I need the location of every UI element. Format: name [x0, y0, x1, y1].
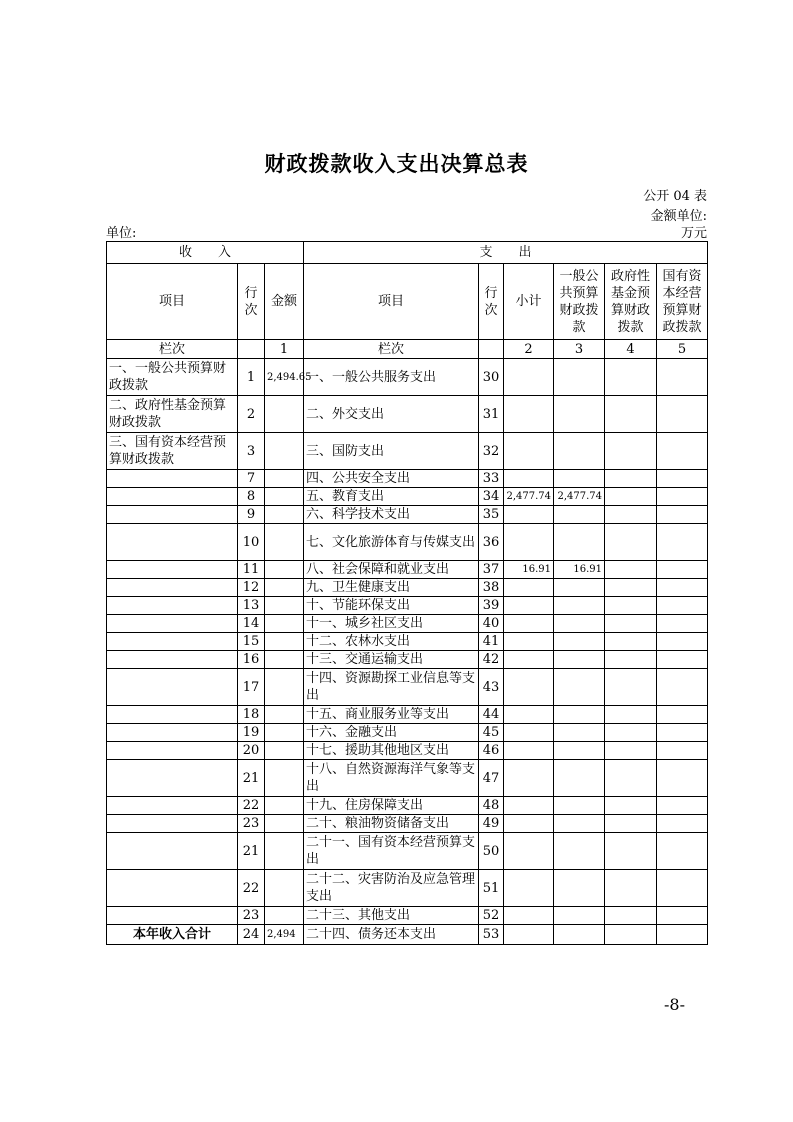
state-capital-value	[657, 561, 708, 579]
general-budget-value	[554, 706, 605, 724]
expense-item: 十六、金融支出	[304, 724, 479, 742]
expense-item: 十三、交通运输支出	[304, 651, 479, 669]
general-budget-value	[554, 797, 605, 815]
state-capital-value	[657, 907, 708, 925]
gov-fund-value	[605, 488, 657, 506]
expense-item: 十八、自然资源海洋气象等支出	[304, 760, 479, 797]
table-row	[107, 470, 708, 488]
page-number: -8-	[664, 995, 685, 1014]
gov-fund-value	[605, 615, 657, 633]
subtotal-value	[504, 833, 554, 870]
general-budget-value	[554, 615, 605, 633]
general-budget-value	[554, 833, 605, 870]
income-amount-header: 金额	[265, 264, 304, 340]
gov-fund-value	[605, 359, 657, 396]
income-item	[107, 470, 238, 488]
general-budget-value	[554, 651, 605, 669]
expense-line: 42	[479, 651, 504, 669]
unit-name-label: 单位:	[106, 226, 137, 241]
income-item	[107, 579, 238, 597]
gov-fund-value	[605, 815, 657, 833]
income-line: 21	[238, 760, 265, 797]
expense-line: 52	[479, 907, 504, 925]
general-budget-value: 16.91	[554, 561, 605, 579]
subtotal-value	[504, 907, 554, 925]
table-row	[107, 907, 708, 925]
general-budget-value	[554, 433, 605, 470]
state-capital-value	[657, 524, 708, 561]
expense-item: 三、国防支出	[304, 433, 479, 470]
table-row	[107, 615, 708, 633]
expense-line: 40	[479, 615, 504, 633]
gov-fund-value	[605, 396, 657, 433]
page-title: 财政拨款收入支出决算总表	[264, 151, 529, 176]
expense-item-header: 项目	[304, 264, 479, 340]
general-budget-value	[554, 870, 605, 907]
state-capital-value	[657, 470, 708, 488]
expense-line: 30	[479, 359, 504, 396]
income-amount	[265, 615, 304, 633]
income-line: 1	[238, 359, 265, 396]
subtotal-value: 16.91	[504, 561, 554, 579]
general-budget-value	[554, 506, 605, 524]
total-expense-item: 二十四、债务还本支出	[304, 925, 479, 945]
state-capital-value	[657, 633, 708, 651]
table-row	[107, 815, 708, 833]
table-row	[107, 359, 708, 396]
state-capital-value	[657, 760, 708, 797]
income-item	[107, 651, 238, 669]
subtotal-value	[504, 597, 554, 615]
total-amount: 2,494	[265, 925, 304, 945]
subtotal-value	[504, 633, 554, 651]
income-amount	[265, 524, 304, 561]
expense-item: 十、节能环保支出	[304, 597, 479, 615]
income-line: 18	[238, 706, 265, 724]
total-line: 24	[238, 925, 265, 945]
income-line: 23	[238, 907, 265, 925]
expense-line: 47	[479, 760, 504, 797]
table-row	[107, 724, 708, 742]
gov-fund-value	[605, 742, 657, 760]
income-item	[107, 669, 238, 706]
expense-section-header: 支 出	[304, 242, 708, 264]
income-line: 2	[238, 396, 265, 433]
subtotal-value	[504, 742, 554, 760]
subtotal-value	[504, 760, 554, 797]
table-row	[107, 433, 708, 470]
state-capital-value	[657, 359, 708, 396]
expense-line: 34	[479, 488, 504, 506]
gov-fund-value	[605, 870, 657, 907]
income-amount	[265, 396, 304, 433]
table-row	[107, 742, 708, 760]
table-row	[107, 760, 708, 797]
expense-item: 十七、援助其他地区支出	[304, 742, 479, 760]
gov-fund-value	[605, 597, 657, 615]
table-row	[107, 561, 708, 579]
column-label: 栏次	[304, 340, 479, 359]
expense-line: 49	[479, 815, 504, 833]
expense-item: 四、公共安全支出	[304, 470, 479, 488]
income-amount	[265, 833, 304, 870]
income-line: 14	[238, 615, 265, 633]
income-item	[107, 760, 238, 797]
expense-line: 44	[479, 706, 504, 724]
general-budget-value	[554, 579, 605, 597]
subtotal-value	[504, 433, 554, 470]
general-budget-value	[554, 633, 605, 651]
income-item	[107, 815, 238, 833]
income-item	[107, 870, 238, 907]
table-row	[107, 597, 708, 615]
expense-item: 十九、住房保障支出	[304, 797, 479, 815]
table-row	[107, 797, 708, 815]
income-item	[107, 833, 238, 870]
expense-line: 38	[479, 579, 504, 597]
subtotal-value	[504, 470, 554, 488]
income-item	[107, 506, 238, 524]
expense-line: 41	[479, 633, 504, 651]
gov-fund-value	[605, 833, 657, 870]
income-amount	[265, 579, 304, 597]
gov-fund-value	[605, 524, 657, 561]
column-5: 5	[657, 340, 708, 359]
gov-fund-header: 政府性基金预算财政拨款	[605, 264, 657, 340]
income-amount	[265, 724, 304, 742]
income-amount	[265, 433, 304, 470]
subtotal-value	[504, 870, 554, 907]
gov-fund-value	[605, 907, 657, 925]
expense-line: 33	[479, 470, 504, 488]
gov-fund-value	[605, 651, 657, 669]
expense-line: 37	[479, 561, 504, 579]
expense-item: 二十二、灾害防治及应急管理支出	[304, 870, 479, 907]
expense-item: 五、教育支出	[304, 488, 479, 506]
income-amount	[265, 742, 304, 760]
expense-item: 十四、资源勘探工业信息等支出	[304, 669, 479, 706]
gov-fund-value	[605, 579, 657, 597]
state-capital-value	[657, 651, 708, 669]
expense-line-header: 行次	[479, 264, 504, 340]
expense-item: 二十三、其他支出	[304, 907, 479, 925]
state-capital-value	[657, 615, 708, 633]
column-3: 3	[554, 340, 605, 359]
income-item	[107, 797, 238, 815]
subtotal-value	[504, 359, 554, 396]
income-amount	[265, 488, 304, 506]
general-budget-value	[554, 359, 605, 396]
general-budget-value	[554, 724, 605, 742]
general-budget-value	[554, 669, 605, 706]
state-capital-header: 国有资本经营预算财政拨款	[657, 264, 708, 340]
income-amount	[265, 633, 304, 651]
gov-fund-value	[605, 760, 657, 797]
income-line: 13	[238, 597, 265, 615]
gov-fund-value	[605, 797, 657, 815]
gov-fund-value	[605, 633, 657, 651]
subtotal-value	[504, 706, 554, 724]
subtotal-value	[504, 815, 554, 833]
state-capital-value	[657, 433, 708, 470]
expense-item: 九、卫生健康支出	[304, 579, 479, 597]
general-budget-value	[554, 907, 605, 925]
gov-fund-value	[605, 506, 657, 524]
expense-line: 35	[479, 506, 504, 524]
income-line: 12	[238, 579, 265, 597]
expense-line: 31	[479, 396, 504, 433]
currency-unit: 万元	[680, 226, 707, 241]
gov-fund-value	[605, 724, 657, 742]
state-capital-value	[657, 579, 708, 597]
fiscal-appropriation-table	[106, 241, 708, 945]
subtotal-value	[504, 724, 554, 742]
amount-unit-label: 金额单位:	[650, 209, 707, 224]
income-item	[107, 907, 238, 925]
expense-item: 七、文化旅游体育与传媒支出	[304, 524, 479, 561]
table-row	[107, 506, 708, 524]
income-line: 3	[238, 433, 265, 470]
income-amount	[265, 797, 304, 815]
general-budget-value	[554, 470, 605, 488]
column-label: 栏次	[107, 340, 238, 359]
column-1: 1	[265, 340, 304, 359]
general-budget-header: 一般公共预算财政拨款	[554, 264, 605, 340]
table-row	[107, 833, 708, 870]
income-line: 20	[238, 742, 265, 760]
form-number: 公开 04 表	[643, 189, 707, 204]
expense-item: 十二、农林水支出	[304, 633, 479, 651]
income-line: 8	[238, 488, 265, 506]
gov-fund-value	[605, 433, 657, 470]
gov-fund-value	[605, 470, 657, 488]
income-item	[107, 597, 238, 615]
state-capital-value	[657, 506, 708, 524]
subtotal-header: 小计	[504, 264, 554, 340]
income-item	[107, 724, 238, 742]
table-row	[107, 669, 708, 706]
income-item	[107, 488, 238, 506]
income-line: 9	[238, 506, 265, 524]
subtotal-value	[504, 797, 554, 815]
income-line: 22	[238, 870, 265, 907]
income-amount	[265, 907, 304, 925]
state-capital-value	[657, 724, 708, 742]
income-amount	[265, 561, 304, 579]
general-budget-value: 2,477.74	[554, 488, 605, 506]
income-line: 16	[238, 651, 265, 669]
general-budget-value	[554, 815, 605, 833]
income-line: 15	[238, 633, 265, 651]
expense-item: 二十、粮油物资储备支出	[304, 815, 479, 833]
gov-fund-value	[605, 561, 657, 579]
subtotal-value	[504, 524, 554, 561]
column-4: 4	[605, 340, 657, 359]
income-line: 10	[238, 524, 265, 561]
gov-fund-value	[605, 706, 657, 724]
table-row	[107, 651, 708, 669]
general-budget-value	[554, 396, 605, 433]
state-capital-value	[657, 815, 708, 833]
expense-line: 32	[479, 433, 504, 470]
expense-line: 43	[479, 669, 504, 706]
state-capital-value	[657, 597, 708, 615]
subtotal-value	[504, 396, 554, 433]
expense-item: 十五、商业服务业等支出	[304, 706, 479, 724]
expense-item: 八、社会保障和就业支出	[304, 561, 479, 579]
income-amount	[265, 815, 304, 833]
subtotal-value	[504, 669, 554, 706]
expense-item: 二、外交支出	[304, 396, 479, 433]
income-line: 11	[238, 561, 265, 579]
subtotal-value	[504, 615, 554, 633]
table-row	[107, 870, 708, 907]
income-item	[107, 633, 238, 651]
subtotal-value	[504, 579, 554, 597]
income-amount	[265, 870, 304, 907]
income-amount	[265, 470, 304, 488]
income-amount	[265, 669, 304, 706]
table-row	[107, 396, 708, 433]
subtotal-value	[504, 651, 554, 669]
column-2: 2	[504, 340, 554, 359]
total-expense-line: 53	[479, 925, 504, 945]
general-budget-value	[554, 597, 605, 615]
income-item	[107, 615, 238, 633]
expense-line: 46	[479, 742, 504, 760]
table-row	[107, 488, 708, 506]
income-amount	[265, 760, 304, 797]
state-capital-value	[657, 870, 708, 907]
income-amount	[265, 651, 304, 669]
expense-item: 六、科学技术支出	[304, 506, 479, 524]
income-item	[107, 524, 238, 561]
state-capital-value	[657, 488, 708, 506]
state-capital-value	[657, 833, 708, 870]
table-row	[107, 579, 708, 597]
state-capital-value	[657, 669, 708, 706]
state-capital-value	[657, 396, 708, 433]
total-row	[107, 925, 708, 945]
income-amount	[265, 506, 304, 524]
state-capital-value	[657, 742, 708, 760]
income-section-header: 收 入	[107, 242, 304, 264]
total-label: 本年收入合计	[107, 925, 238, 945]
table-row	[107, 706, 708, 724]
income-line: 22	[238, 797, 265, 815]
table-row	[107, 524, 708, 561]
general-budget-value	[554, 524, 605, 561]
income-item: 一、一般公共预算财政拨款	[107, 359, 238, 396]
expense-line: 48	[479, 797, 504, 815]
income-line: 23	[238, 815, 265, 833]
expense-line: 39	[479, 597, 504, 615]
income-item	[107, 742, 238, 760]
expense-item: 十一、城乡社区支出	[304, 615, 479, 633]
income-item-header: 项目	[107, 264, 238, 340]
income-item: 三、国有资本经营预算财政拨款	[107, 433, 238, 470]
expense-line: 50	[479, 833, 504, 870]
income-amount	[265, 597, 304, 615]
expense-line: 51	[479, 870, 504, 907]
income-amount: 2,494.65	[265, 359, 304, 396]
income-item: 二、政府性基金预算财政拨款	[107, 396, 238, 433]
expense-line: 36	[479, 524, 504, 561]
income-line: 19	[238, 724, 265, 742]
income-item	[107, 561, 238, 579]
expense-line: 45	[479, 724, 504, 742]
income-line: 21	[238, 833, 265, 870]
gov-fund-value	[605, 669, 657, 706]
expense-item: 二十一、国有资本经营预算支出	[304, 833, 479, 870]
state-capital-value	[657, 797, 708, 815]
general-budget-value	[554, 760, 605, 797]
subtotal-value: 2,477.74	[504, 488, 554, 506]
income-line: 7	[238, 470, 265, 488]
income-line-header: 行次	[238, 264, 265, 340]
table-row	[107, 633, 708, 651]
expense-item: 一、一般公共服务支出	[304, 359, 479, 396]
state-capital-value	[657, 706, 708, 724]
income-item	[107, 706, 238, 724]
income-line: 17	[238, 669, 265, 706]
subtotal-value	[504, 506, 554, 524]
general-budget-value	[554, 742, 605, 760]
income-amount	[265, 706, 304, 724]
